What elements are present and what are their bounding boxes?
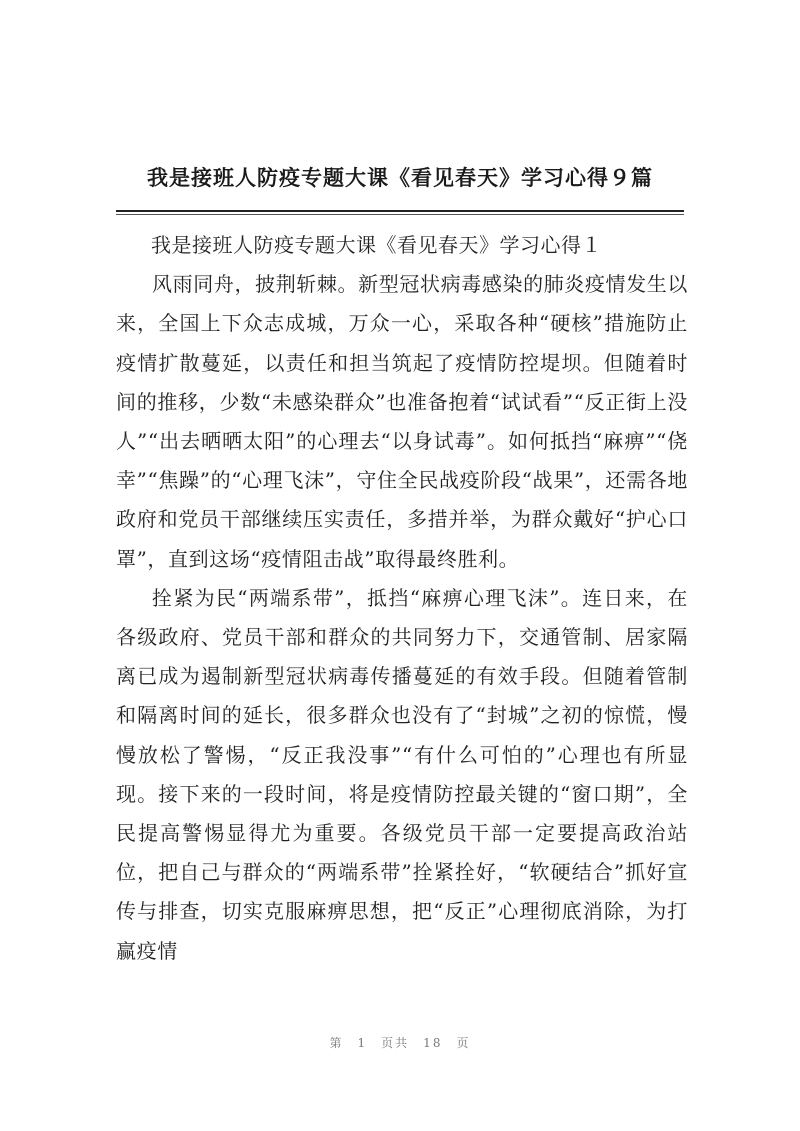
page-number-footer: 第 1 页共 18 页 <box>329 1036 471 1050</box>
paragraph-1: 风雨同舟，披荆斩棘。新型冠状病毒感染的肺炎疫情发生以来，全国上下众志成城，万众一心，采取各种“硬核”措施防止疫情扩散蔓延，以责任和担当筑起了疫情防控堤坝。但随着时间的推移，少数“未感染群众”也准备抱着“试试看”“反正街上没人”“出去晒晒太阳”的心理去“以身试毒”。如何抵挡“麻痹”“侥幸”“焦躁”的“心理飞沫”，守住全民战疫阶段“战果”，还需各地政府和党员干部继续压实责任，多措并举，为群众戴好“护心口罩”，直到这场“疫情阻击战”取得最终胜利。 <box>116 272 688 571</box>
title-divider-thin <box>116 214 684 215</box>
document-title: 我是接班人防疫专题大课《看见春天》学习心得９篇 <box>147 165 653 190</box>
document-body <box>116 226 688 971</box>
paragraph-2: 拴紧为民“两端系带”，抵挡“麻痹心理飞沫”。连日来，在各级政府、党员干部和群众的共同努力下，交通管制、居家隔离已成为遏制新型冠状病毒传播蔓延的有效手段。但随着管制和隔离时间的延长，很多群众也没有了“封城”之初的惊慌，慢慢放松了警惕，“反正我没事”“有什么可怕的”心理也有所显现。接下来的一段时间，将是疫情防控最关键的“窗口期”，全民提高警惕显得尤为重要。各级党员干部一定要提高政治站位，把自己与群众的“两端系带”拴紧拴好，“软硬结合”抓好宣传与排查，切实克服麻痹思想，把“反正”心理彻底消除，为打赢疫情 <box>116 585 688 963</box>
section-heading: 我是接班人防疫专题大课《看见春天》学习心得１ <box>151 233 602 257</box>
title-divider-thick <box>116 210 684 212</box>
